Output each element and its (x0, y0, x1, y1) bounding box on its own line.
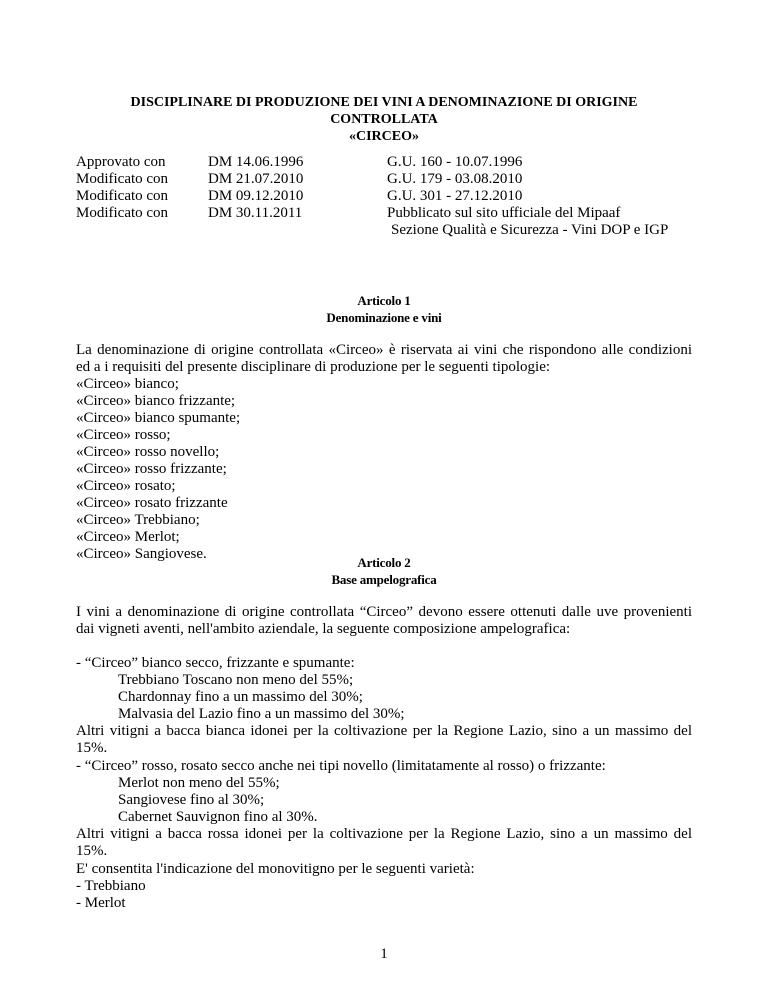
approval-dm: DM 21.07.2010 (208, 171, 304, 187)
title-line: CONTROLLATA (330, 112, 438, 127)
list-item: «Circeo» bianco; (76, 376, 179, 392)
list-item: - Merlot (76, 895, 126, 911)
article-title: Base ampelografica (331, 572, 437, 587)
list-item: «Circeo» rosso novello; (76, 444, 220, 460)
paragraph-line: 15%. (76, 740, 108, 756)
section-heading: - “Circeo” bianco secco, frizzante e spumante: (76, 655, 355, 671)
list-item: «Circeo» Sangiovese. (76, 546, 207, 562)
list-item: «Circeo» bianco frizzante; (76, 393, 236, 409)
paragraph-line: Altri vitigni a bacca bianca idonei per la coltivazione per la Regione Lazio, sino a un massimo del (76, 723, 692, 739)
article-title: Denominazione e vini (326, 310, 442, 325)
paragraph-line: I vini a denominazione di origine controllata “Circeo” devono essere ottenuti dalle uve provenienti (76, 604, 692, 620)
title-line: «CIRCEO» (348, 129, 419, 144)
grape-item: Sangiovese fino al 30%; (118, 792, 265, 808)
grape-item: Malvasia del Lazio fino a un massimo del 30%; (118, 706, 405, 722)
approval-gu: G.U. 301 - 27.12.2010 (387, 188, 523, 204)
approval-gu: Pubblicato sul sito ufficiale del Mipaaf (387, 205, 621, 221)
article-2-intro (76, 604, 692, 638)
list-item: - Trebbiano (76, 878, 146, 894)
article-number: Articolo 1 (357, 293, 411, 308)
title-line: DISCIPLINARE DI PRODUZIONE DEI VINI A DENOMINAZIONE DI ORIGINE (130, 95, 638, 110)
approval-label: Modificato con (76, 171, 169, 187)
list-item: «Circeo» rosato; (76, 478, 176, 494)
article-1-heading (76, 292, 692, 326)
list-item: «Circeo» Merlot; (76, 529, 180, 545)
monovarietal-section (76, 861, 692, 912)
page-number: 1 (380, 946, 388, 962)
article-2-heading (76, 554, 692, 588)
grape-item: Trebbiano Toscano non meno del 55%; (118, 672, 354, 688)
approval-gu: G.U. 160 - 10.07.1996 (387, 154, 523, 170)
approval-dm: DM 09.12.2010 (208, 188, 304, 204)
list-item: «Circeo» rosso; (76, 427, 171, 443)
paragraph-line: La denominazione di origine controllata «Circeo» è riservata ai vini che rispondono alle condizioni (76, 342, 692, 358)
article-1-body (76, 342, 692, 563)
list-item: «Circeo» rosato frizzante (76, 495, 228, 511)
approval-dm: DM 30.11.2011 (208, 205, 303, 221)
paragraph-line: E' consentita l'indicazione del monovitigno per le seguenti varietà: (76, 861, 475, 877)
grape-item: Merlot non meno del 55%; (118, 775, 280, 791)
grape-item: Chardonnay fino a un massimo del 30%; (118, 689, 363, 705)
article-number: Articolo 2 (357, 555, 411, 570)
approval-label: Modificato con (76, 205, 169, 221)
document-title (76, 94, 692, 145)
approval-dm: DM 14.06.1996 (208, 154, 304, 170)
paragraph-line: Altri vitigni a bacca rossa idonei per la coltivazione per la Regione Lazio, sino a un massimo del (76, 826, 692, 842)
list-item: «Circeo» Trebbiano; (76, 512, 200, 528)
list-item: «Circeo» bianco spumante; (76, 410, 241, 426)
approval-label: Approvato con (76, 154, 166, 170)
red-wine-composition (76, 758, 692, 860)
section-heading: - “Circeo” rosso, rosato secco anche nei tipi novello (limitatamente al rosso) o frizzante: (76, 758, 606, 774)
paragraph-line: ed a i requisiti del presente disciplinare di produzione per le seguenti tipologie: (76, 359, 551, 375)
grape-item: Cabernet Sauvignon fino al 30%. (118, 809, 318, 825)
approval-note: Sezione Qualità e Sicurezza - Vini DOP e IGP (391, 222, 669, 238)
approval-gu: G.U. 179 - 03.08.2010 (387, 171, 523, 187)
list-item: «Circeo» rosso frizzante; (76, 461, 227, 477)
white-wine-composition (76, 655, 692, 757)
approval-label: Modificato con (76, 188, 169, 204)
paragraph-line: 15%. (76, 843, 108, 859)
paragraph-line: dai vigneti aventi, nell'ambito aziendale, la seguente composizione ampelografica: (76, 621, 571, 637)
